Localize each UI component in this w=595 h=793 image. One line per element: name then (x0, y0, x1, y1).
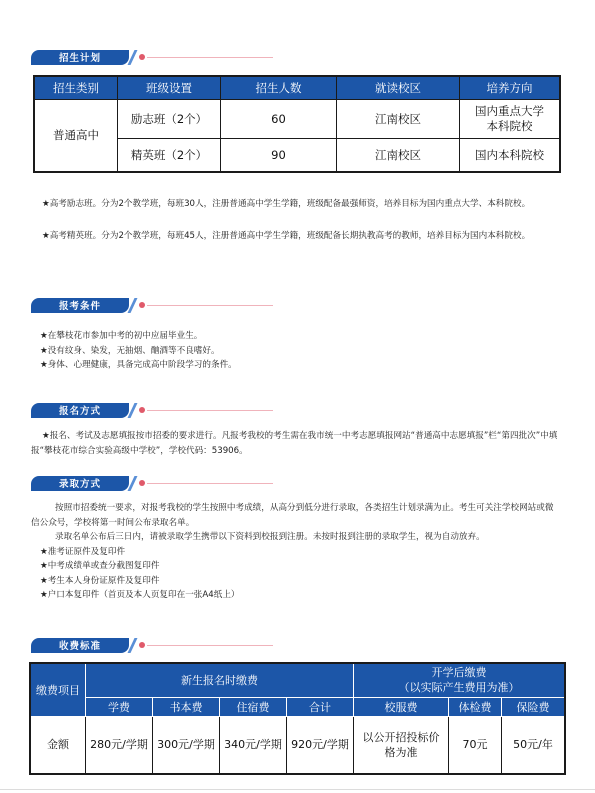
item-header: 缴费项目 (30, 663, 86, 716)
fee-table (29, 662, 566, 775)
admission-paragraph: 录取名单公布后三日内，请被录取学生携带以下资料到校报到注册。未按时报到注册的录取学生，视为自动放弃。 (55, 532, 485, 542)
list-item: ★没有纹身、染发，无抽烟、酗酒等不良嗜好。 (40, 345, 220, 356)
table-header-row (34, 76, 560, 100)
section-title-fees: 收费标准 (31, 638, 129, 653)
section-title-method: 报名方式 (31, 403, 129, 418)
class-cell: 励志班（2个） (118, 100, 221, 139)
campus-cell: 江南校区 (337, 100, 460, 139)
admission-paragraph: 按照市招委统一要求，对报考我校的学生按照中考成绩，从高分到低分进行录取，各类招生计划录满为止。考生可关注学校网站或微信公众号，学校将第一时间公布录取名单。 (31, 503, 554, 528)
plan-notes (31, 197, 561, 243)
col-header: 就读校区 (337, 76, 460, 100)
fee-cell: 340元/学期 (220, 716, 287, 774)
list-item: ★考生本人身份证原件及复印件 (40, 575, 160, 586)
list-item: ★在攀枝花市参加中考的初中应届毕业生。 (40, 331, 203, 341)
sub-header: 体检费 (449, 697, 502, 716)
header-dot-icon (139, 480, 145, 486)
header-dot-icon (139, 407, 145, 413)
col-header: 班级设置 (118, 76, 221, 100)
group-header: 开学后缴费 （以实际产生费用为准） (354, 663, 566, 697)
conditions-list (40, 329, 570, 373)
sub-header: 保险费 (502, 697, 566, 716)
list-item: ★户口本复印件（首页及本人页复印在一张A4纸上） (40, 590, 240, 600)
fee-cell: 920元/学期 (287, 716, 354, 774)
direction-cell: 国内本科院校 (460, 139, 561, 172)
header-divider (147, 410, 273, 411)
sub-header: 校服费 (354, 697, 449, 716)
count-cell: 60 (221, 100, 337, 139)
section-header-conditions (31, 297, 273, 313)
sub-header: 书本费 (153, 697, 220, 716)
method-paragraph: ★报名、考试及志愿填报按市招委的要求进行。凡报考我校的考生需在我市统一中考志愿填报网站“普通高中志愿填报”栏“第四批次”中填报“攀枝花市综合实验高级中学校”，学校代码：53906。 (31, 431, 558, 456)
page-bottom-divider (0, 789, 595, 790)
method-text (31, 429, 561, 458)
header-divider (147, 305, 273, 306)
table-row (30, 716, 565, 774)
col-header: 招生类别 (34, 76, 118, 100)
plan-note: ★高考精英班。分为2个教学班，每班45人，注册普通高中学生学籍，班级配备长期执教高考的教师，培养目标为国内本科院校。 (42, 230, 531, 241)
header-divider (147, 645, 273, 646)
section-header-admission (31, 475, 273, 491)
class-cell: 精英班（2个） (118, 139, 221, 172)
list-item: ★准考证原件及复印件 (40, 546, 126, 557)
count-cell: 90 (221, 139, 337, 172)
direction-cell: 国内重点大学 本科院校 (460, 100, 561, 139)
group-header: 新生报名时缴费 (86, 663, 354, 697)
fee-cell: 50元/年 (502, 716, 566, 774)
section-header-method (31, 402, 273, 418)
table-header-row (30, 663, 565, 697)
section-title-plan: 招生计划 (31, 50, 129, 65)
enrollment-plan-table (33, 75, 561, 173)
plan-note: ★高考励志班。分为2个教学班，每班30人，注册普通高中学生学籍，班级配备最强师资，培养目标为国内重点大学、本科院校。 (42, 199, 531, 209)
fee-cell: 以公开招投标价 格为准 (354, 716, 449, 774)
row-label: 金额 (30, 716, 86, 774)
table-row (34, 100, 560, 139)
section-header-fees (31, 637, 273, 653)
list-item: ★中考成绩单或查分截图复印件 (40, 561, 160, 571)
campus-cell: 江南校区 (337, 139, 460, 172)
header-dot-icon (139, 302, 145, 308)
table-subheader-row (30, 697, 565, 716)
header-dot-icon (139, 642, 145, 648)
sub-header: 住宿费 (220, 697, 287, 716)
sub-header: 合计 (287, 697, 354, 716)
section-title-admission: 录取方式 (31, 476, 129, 491)
header-divider (147, 483, 273, 484)
col-header: 培养方向 (460, 76, 561, 100)
fee-cell: 70元 (449, 716, 502, 774)
list-item: ★身体、心理健康，具备完成高中阶段学习的条件。 (40, 360, 237, 370)
section-title-conditions: 报考条件 (31, 298, 129, 313)
header-dot-icon (139, 54, 145, 60)
sub-header: 学费 (86, 697, 153, 716)
admission-text (31, 501, 561, 603)
section-header-plan (31, 49, 273, 65)
header-divider (147, 57, 273, 58)
fee-cell: 280元/学期 (86, 716, 153, 774)
category-cell: 普通高中 (34, 100, 118, 172)
fee-cell: 300元/学期 (153, 716, 220, 774)
col-header: 招生人数 (221, 76, 337, 100)
